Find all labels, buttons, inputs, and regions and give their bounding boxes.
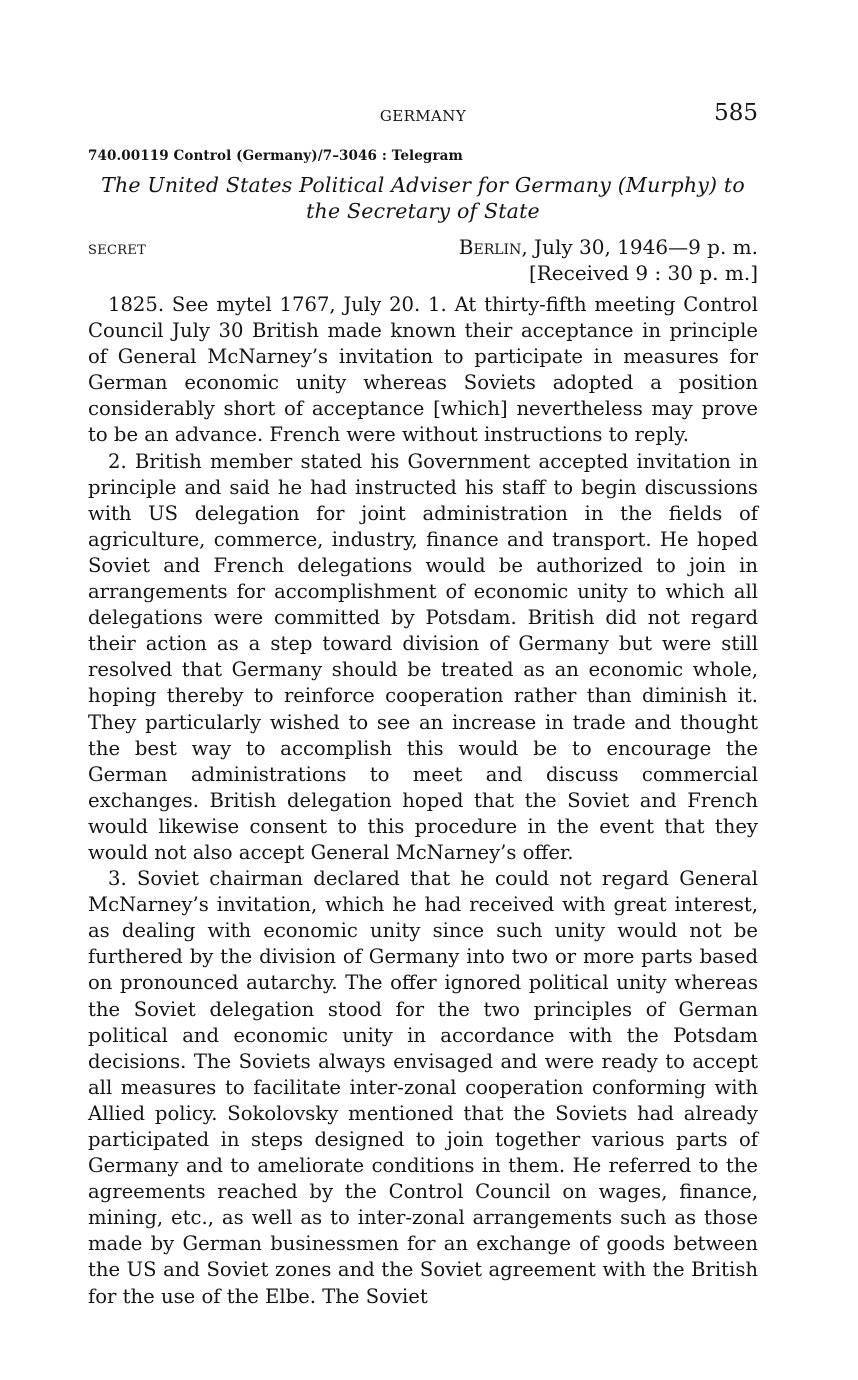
dateline-received: [Received 9 : 30 p. m.] <box>528 261 758 285</box>
dateline <box>459 234 758 286</box>
document-heading: The United States Political Adviser for Germany (Murphy) to the Secretary of State <box>101 173 745 223</box>
page-number: 585 <box>714 100 758 126</box>
running-title: GERMANY <box>379 107 467 125</box>
dateline-sent <box>459 234 758 260</box>
dateline-date-time: , July 30, 1946—9 p. m. <box>521 235 758 259</box>
telegram-body <box>88 292 758 1310</box>
paragraph-2: 2. British member stated his Government accepted invitation in principle and said he had instructed his staff to begin discussions with US delegation for joint administration in the fields of agriculture, commerce, industry, finance and transport. He hoped Soviet and French delegations would be authorized to join in arrangements for accomplishment of economic unity to which all delegations were committed by Potsdam. British did not regard their action as a step toward division of Germany but were still resolved that Germany should be treated as an economic whole, hoping thereby to reinforce cooperation rather than diminish it. They particularly wished to see an increase in trade and thought the best way to accomplish this would be to encourage the German administrations to meet and discuss commercial exchanges. British delegation hoped that the Soviet and French would likewise consent to this procedure in the event that they would not also accept General McNarney’s offer. <box>88 449 758 864</box>
paragraph-3: 3. Soviet chairman declared that he could not regard General McNarney’s invitation, which he had received with great interest, as dealing with economic unity since such unity would not be furthered by the division of Germany into two or more parts based on pronounced autarchy. The offer ignored political unity whereas the Soviet delegation stood for the two principles of German political and economic unity in accordance with the Potsdam decisions. The Soviets always envisaged and were ready to accept all measures to facilitate inter-zonal cooperation conforming with Allied policy. Sokolovsky mentioned that the Soviets had already participated in steps designed to join together various parts of Germany and to ameliorate conditions in them. He referred to the agreements reached by the Control Council on wages, finance, mining, etc., as well as to inter-zonal arrangements such as those made by German businessmen for an exchange of goods between the US and Soviet zones and the Soviet agreement with the British for the use of the Elbe. The Soviet <box>88 867 758 1308</box>
document-reference: 740.00119 Control (Germany)/7–3046 : Telegram <box>88 148 463 164</box>
classification-label: SECRET <box>88 243 147 258</box>
dateline-place: Berlin <box>458 235 522 259</box>
running-head <box>88 100 758 132</box>
paragraph-1: 1825. See mytel 1767, July 20. 1. At thirty-fifth meeting Control Council July 30 British made known their acceptance in principle of General McNarney’s invitation to participate in measures for German economic unity whereas Soviets adopted a position considerably short of acceptance [which] nevertheless may prove to be an advance. French were without instructions to reply. <box>88 293 758 447</box>
